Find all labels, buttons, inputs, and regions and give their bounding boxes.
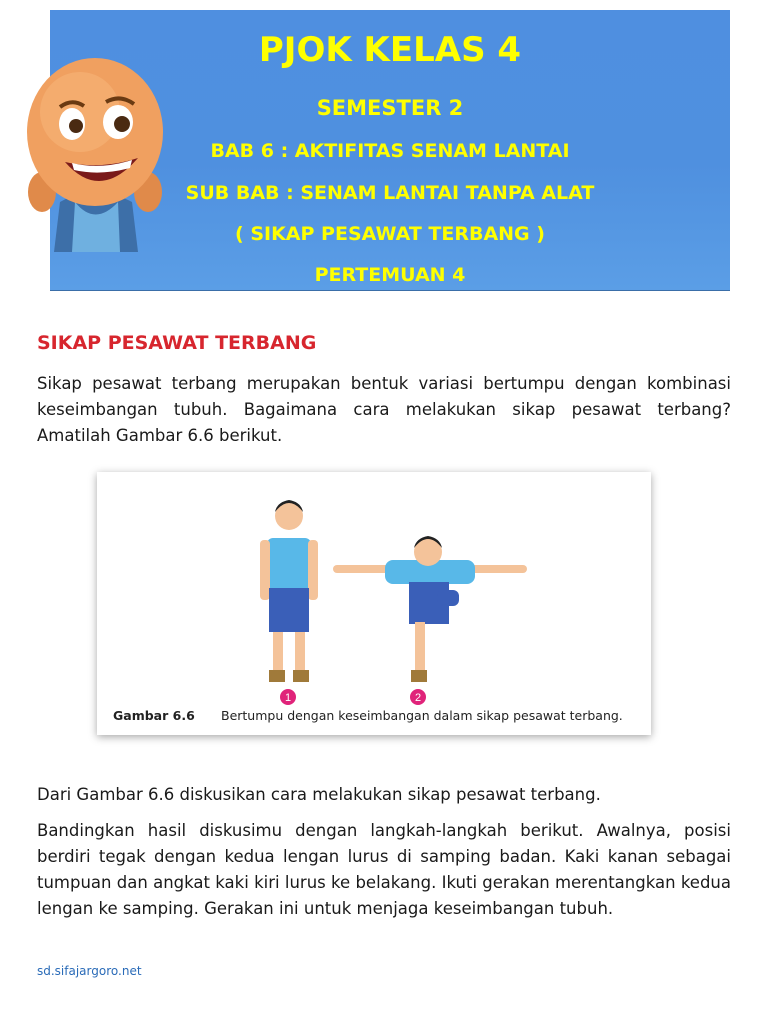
banner-semester: SEMESTER 2 — [316, 96, 464, 120]
footer-site[interactable]: sd.sifajargoro.net — [37, 964, 142, 978]
steps-paragraph: Bandingkan hasil diskusimu dengan langkah-langkah berikut. Awalnya, posisi berdiri tegak dengan kedua lengan lurus di samping badan. Kaki kanan sebagai tumpuan dan angkat kaki kiri lurus ke belakang. Ikuti gerakan merentangkan kedua lengan ke samping. Gerakan ini untuk menjaga keseimbangan tubuh. — [37, 821, 731, 918]
section-title: SIKAP PESAWAT TERBANG — [37, 332, 317, 354]
figure-step1-person — [260, 500, 318, 682]
banner-title: PJOK KELAS 4 — [258, 30, 522, 70]
banner-sikap: ( SIKAP PESAWAT TERBANG ) — [235, 223, 545, 245]
discussion-paragraph: Dari Gambar 6.6 diskusikan cara melakukan sikap pesawat terbang. — [37, 785, 601, 804]
figure-caption-text: Bertumpu dengan keseimbangan dalam sikap pesawat terbang. — [221, 708, 623, 723]
exercise-illustration — [97, 472, 651, 735]
figure-step2-person — [333, 536, 527, 682]
figure-6-6 — [97, 472, 651, 735]
banner-pertemuan: PERTEMUAN 4 — [314, 264, 466, 286]
step2-number: 2 — [414, 692, 422, 704]
figure-caption-label: Gambar 6.6 — [113, 708, 195, 723]
step1-number: 1 — [284, 692, 292, 704]
mascot-illustration — [20, 52, 170, 252]
intro-paragraph: Sikap pesawat terbang merupakan bentuk variasi bertumpu dengan kombinasi keseimbangan tubuh. Bagaimana cara melakukan sikap pesawat terbang? Amatilah Gambar 6.6 berikut. — [37, 374, 731, 445]
banner-bab: BAB 6 : AKTIFITAS SENAM LANTAI — [210, 140, 570, 162]
banner-sub-bab: SUB BAB : SENAM LANTAI TANPA ALAT — [185, 182, 595, 204]
